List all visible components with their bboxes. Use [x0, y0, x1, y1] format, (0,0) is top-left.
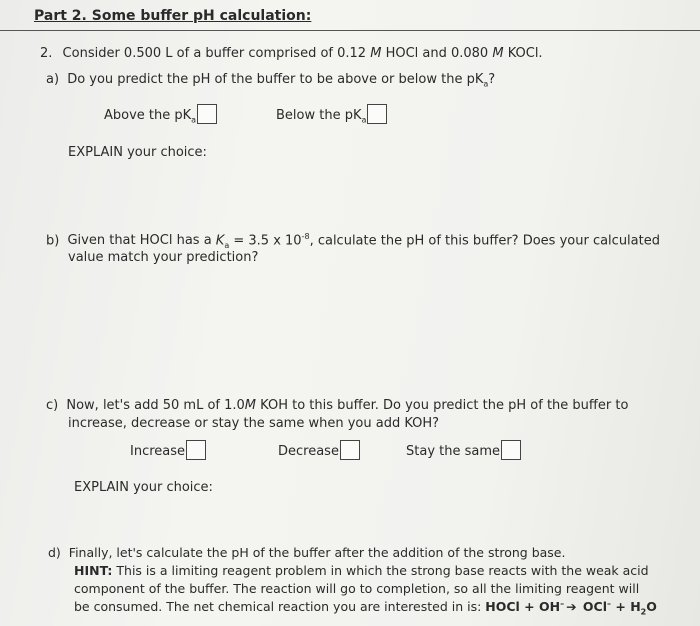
- part-a-letter: a): [46, 72, 60, 87]
- part-b-text-c: , calculate the pH of this buffer? Does your calculated: [309, 233, 660, 249]
- part-d-text-1: Finally, let's calculate the pH of the buffer after the addition of the strong base.: [68, 545, 566, 560]
- rxn-product-2: + H: [611, 599, 641, 615]
- question-2: [40, 46, 543, 61]
- rxn-minus-2: –: [607, 599, 612, 608]
- part-b-line1: [46, 232, 660, 250]
- below-checkbox[interactable]: [367, 104, 387, 124]
- q2-text-a: Consider 0.500 L of a buffer comprised of 0.12: [62, 46, 371, 61]
- part-c-letter: c): [46, 398, 59, 413]
- rxn-reactants: HOCl + OH: [485, 599, 561, 615]
- part-a-text: Do you predict the pH of the buffer to be above or below the pK: [67, 72, 484, 87]
- q2-molar-2: M: [492, 46, 504, 61]
- part-d-letter: d): [48, 545, 61, 560]
- option-increase: [130, 440, 206, 460]
- rxn-product-1: OCl: [578, 599, 608, 615]
- option-above-label: Above the pK: [104, 108, 192, 123]
- decrease-checkbox[interactable]: [340, 440, 360, 460]
- part-d-line4: [74, 599, 657, 617]
- page-title: Part 2. Some buffer pH calculation:: [34, 8, 312, 24]
- part-d-text-2: This is a limiting reagent problem in which the strong base reacts with the weak acid: [112, 563, 649, 578]
- q2-molar-1: M: [370, 46, 382, 61]
- part-b-text-b: = 3.5 x 10: [229, 233, 302, 249]
- option-above: [104, 104, 217, 125]
- part-b-exponent: -8: [301, 232, 310, 241]
- option-same: [406, 440, 521, 460]
- part-c-text-a: Now, let's add 50 mL of 1.0: [66, 398, 245, 413]
- part-d-text-4: be consumed. The net chemical reaction you are interested in is:: [74, 599, 486, 615]
- option-below: [276, 104, 387, 125]
- part-d-line2: [74, 563, 649, 578]
- option-decrease: [278, 440, 360, 460]
- increase-checkbox[interactable]: [186, 440, 206, 460]
- part-c-explain: EXPLAIN your choice:: [74, 480, 213, 495]
- option-below-label: Below the pK: [276, 108, 362, 123]
- question-number: 2.: [40, 46, 53, 61]
- option-below-sub: a: [361, 115, 367, 125]
- above-checkbox[interactable]: [197, 104, 217, 124]
- part-c-text-b: KOH to this buffer. Do you predict the pH of the buffer to: [256, 398, 629, 413]
- reaction-equation: [485, 599, 657, 617]
- part-b-text-a: Given that HOCl has a: [67, 233, 216, 249]
- part-a-sub: a: [483, 79, 489, 89]
- rxn-h2o-sub: 2: [640, 607, 647, 617]
- title-divider: [0, 30, 700, 31]
- rxn-arrow-icon: ➔: [566, 599, 577, 615]
- q2-text-c: KOCl.: [503, 46, 543, 61]
- part-d-line1: [48, 545, 565, 560]
- part-a-question: [46, 72, 495, 89]
- part-c-line1: [46, 398, 628, 413]
- q2-text-b: HOCl and 0.080: [381, 46, 493, 61]
- part-d-line3: component of the buffer. The reaction will go to completion, so all the limiting reagent will: [74, 581, 640, 596]
- hint-label: HINT:: [74, 563, 113, 578]
- rxn-end: O: [646, 599, 657, 615]
- option-above-sub: a: [191, 115, 197, 125]
- same-checkbox[interactable]: [501, 440, 521, 460]
- rxn-minus-1: –: [560, 599, 565, 608]
- part-b-k-sub: a: [224, 240, 230, 250]
- option-same-label: Stay the same: [406, 444, 501, 459]
- part-a-end: ?: [488, 72, 496, 87]
- option-increase-label: Increase: [130, 444, 186, 459]
- part-b-letter: b): [46, 233, 60, 249]
- part-c-line2: increase, decrease or stay the same when you add KOH?: [68, 416, 440, 431]
- part-b-line2: value match your prediction?: [68, 250, 259, 265]
- part-b-k: K: [215, 233, 225, 249]
- part-c-molar: M: [244, 398, 257, 413]
- part-a-explain: EXPLAIN your choice:: [68, 145, 207, 160]
- option-decrease-label: Decrease: [278, 444, 339, 459]
